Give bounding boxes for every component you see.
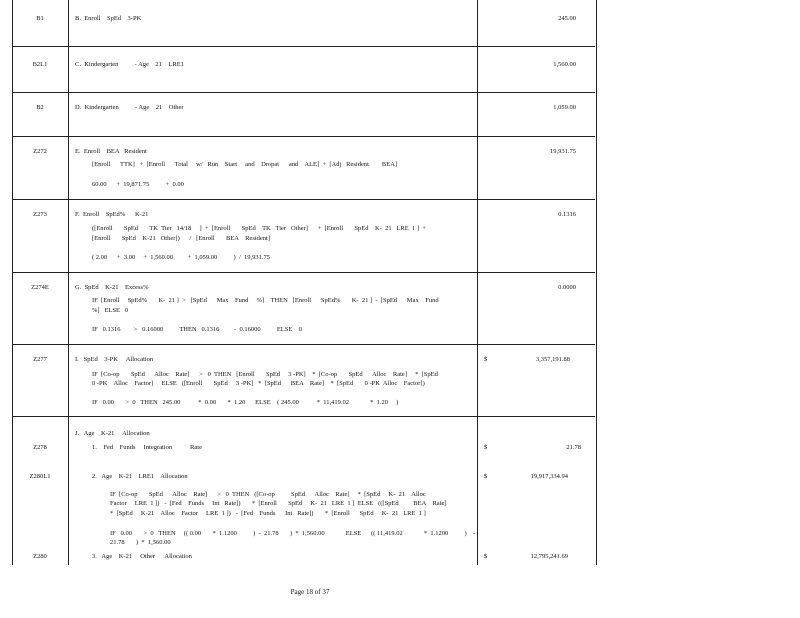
column-divider <box>477 0 478 565</box>
row-formula: %] ELSE 0 <box>92 307 129 314</box>
row-code: Z273 <box>33 211 47 218</box>
row-amount: 0.0000 <box>558 284 576 291</box>
row-formula: Factor LRE 1 ]) - [Fed Funds Int Rate]) * [Enroll SpEd K- 21 LRE 1 ] ELSE (([SpEd BEA Rate] <box>110 500 447 507</box>
row-code: B1 <box>36 15 44 22</box>
row-divider <box>12 199 595 200</box>
row-formula: [Enroll SpEd K-21 Other]) / [Enroll BEA Resident] <box>92 235 271 242</box>
row-formula: [Enroll TTK] + [Enroll Total w/ Run Start and Dropat and ALE] + [Adj Resident BEA] <box>92 161 398 168</box>
row-code: B2 <box>36 104 44 111</box>
row-values: 21.78 ) * 1,560.00 <box>110 539 171 546</box>
row-divider <box>12 272 595 273</box>
row-formula: IF [Co-op SpEd Alloc Rate] > 0 THEN [Enroll SpEd 3 -PK] * [Co-op SpEd Alloc Rate] * [SpEd <box>92 371 438 378</box>
row-code: Z272 <box>33 148 47 155</box>
row-title: 2. Age K-21 LRE1 Allocation <box>92 473 188 480</box>
currency-symbol: $ <box>484 473 488 480</box>
section-title: J. Age K-21 Allocation <box>75 430 150 437</box>
row-formula: IF [Co-op SpEd Alloc Rate] > 0 THEN ([Co-op SpEd Alloc Rate] * [SpEd K- 21 Alloc <box>110 491 426 498</box>
row-code: B2L1 <box>32 61 48 68</box>
row-formula: ([Enroll SpEd TK Tier 14/18 ] + [Enroll SpEd TK Tier Other] + [Enroll SpEd K- 21 LRE 1 ] + <box>92 225 426 232</box>
row-values: IF 0.1316 > 0.16000 THEN 0.1316 - 0.16000 ELSE 0 <box>92 326 303 333</box>
currency-symbol: $ <box>484 553 488 560</box>
row-code: Z280 <box>33 553 47 560</box>
row-formula: 0 -PK Alloc Factor] ELSE ([Enroll SpEd 3 -PK] * [SpEd BEA Rate] * [SpEd 0 -PK Alloc Factor]) <box>92 380 425 387</box>
row-amount: 0.1316 <box>558 211 576 218</box>
row-code: Z278 <box>33 444 47 451</box>
row-formula: IF [Enroll SpEd% K- 21 ] > [SpEd Max Fund %] THEN [Enroll SpEd% K- 21 ] - [SpEd Max Fund <box>92 297 439 304</box>
row-title: D. Kindergarten - Age 21 Other <box>75 104 184 111</box>
row-title: 1. Fed Funds Integration Rate <box>92 444 202 451</box>
row-formula: * [SpEd K-21 Alloc Factor LRE 1 ]) - [Fed Funds Int Rate]) * [Enroll SpEd K- 21 LRE 1 ] <box>110 510 426 517</box>
row-title: B. Enroll SpEd 3-PK <box>75 15 142 22</box>
row-values: IF 0.00 > 0 THEN (( 0.00 * 1.1200 ) - 21.78 ) * 1,560.00 ELSE (( 11,419.02 * 1.1200 ) - <box>110 530 476 537</box>
row-divider <box>12 344 595 345</box>
row-amount: 21.78 <box>566 444 581 451</box>
row-code: Z274E <box>31 284 49 291</box>
currency-symbol: $ <box>484 444 488 451</box>
row-code: Z280L1 <box>29 473 51 480</box>
row-title: G. SpEd K-21 Excess% <box>75 284 149 291</box>
row-amount: 3,357,191.88 <box>535 356 570 363</box>
row-values: IF 0.00 > 0 THEN 245.00 * 0.00 * 1.20 ELSE ( 245.00 * 11,419.02 * 1.20 ) <box>92 399 399 406</box>
row-amount: 1,560.00 <box>553 61 576 68</box>
row-divider <box>12 92 595 93</box>
row-title: F. Enroll SpEd% K-21 <box>75 211 149 218</box>
currency-symbol: $ <box>484 356 488 363</box>
row-values: ( 2.00 + 3.00 + 1,560.00 + 1,059.00 ) / 19,931.75 <box>92 254 271 261</box>
row-amount: 19,917,334.94 <box>530 473 568 480</box>
row-title: E. Enroll BEA Resident <box>75 148 147 155</box>
row-divider <box>12 136 595 137</box>
row-divider <box>12 416 595 417</box>
row-title: I. SpEd 3-PK Allocation <box>75 356 154 363</box>
row-title: C. Kindergarten - Age 21 LRE1 <box>75 61 184 68</box>
row-title: 3. Age K-21 Other Allocation <box>92 553 192 560</box>
row-code: Z277 <box>33 356 47 363</box>
column-divider <box>68 0 69 565</box>
row-amount: 1,059.00 <box>553 104 576 111</box>
row-amount: 245.00 <box>558 15 576 22</box>
row-divider <box>12 46 595 47</box>
row-values: 60.00 + 19,871.75 + 0.00 <box>92 181 184 188</box>
page-number: Page 18 of 37 <box>290 588 330 596</box>
row-amount: 19,931.75 <box>550 148 576 155</box>
row-amount: 12,795,241.69 <box>530 553 568 560</box>
